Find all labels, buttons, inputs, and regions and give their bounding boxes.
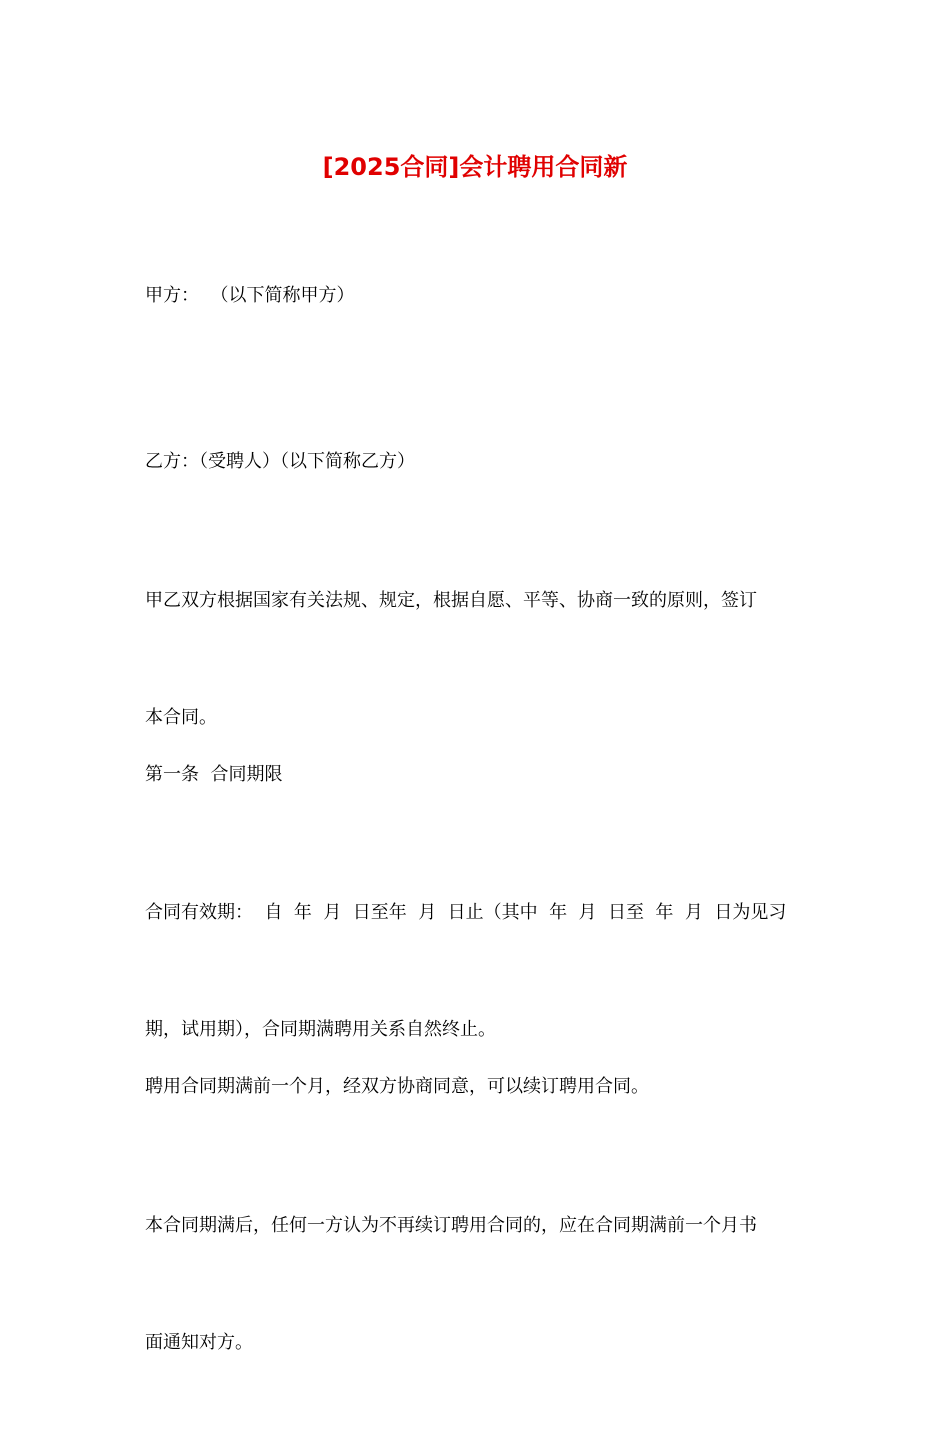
text-line: 甲方： （以下简称甲方） xyxy=(145,285,355,306)
text-line: 甲乙双方根据国家有关法规、规定，根据自愿、平等、协商一致的原则，签订 xyxy=(145,590,757,611)
document-title: [2025合同]会计聘用合同新 xyxy=(322,153,628,181)
text-line: 合同有效期： 自 年 月 日至年 月 日止（其中 年 月 日至 年 月 日为见习 xyxy=(145,902,787,923)
text-line: 本合同。 xyxy=(145,707,217,728)
text-line: 期，试用期），合同期满聘用关系自然终止。 xyxy=(145,1019,496,1040)
text-line: 第一条 合同期限 xyxy=(145,764,283,785)
text-line: 面通知对方。 xyxy=(145,1332,253,1353)
text-line: 乙方：（受聘人）（以下简称乙方） xyxy=(145,451,415,472)
text-line: 聘用合同期满前一个月，经双方协商同意，可以续订聘用合同。 xyxy=(145,1076,649,1097)
text-line: 本合同期满后，任何一方认为不再续订聘用合同的，应在合同期满前一个月书 xyxy=(145,1215,757,1236)
termination-notice-paragraph xyxy=(145,1128,805,1440)
